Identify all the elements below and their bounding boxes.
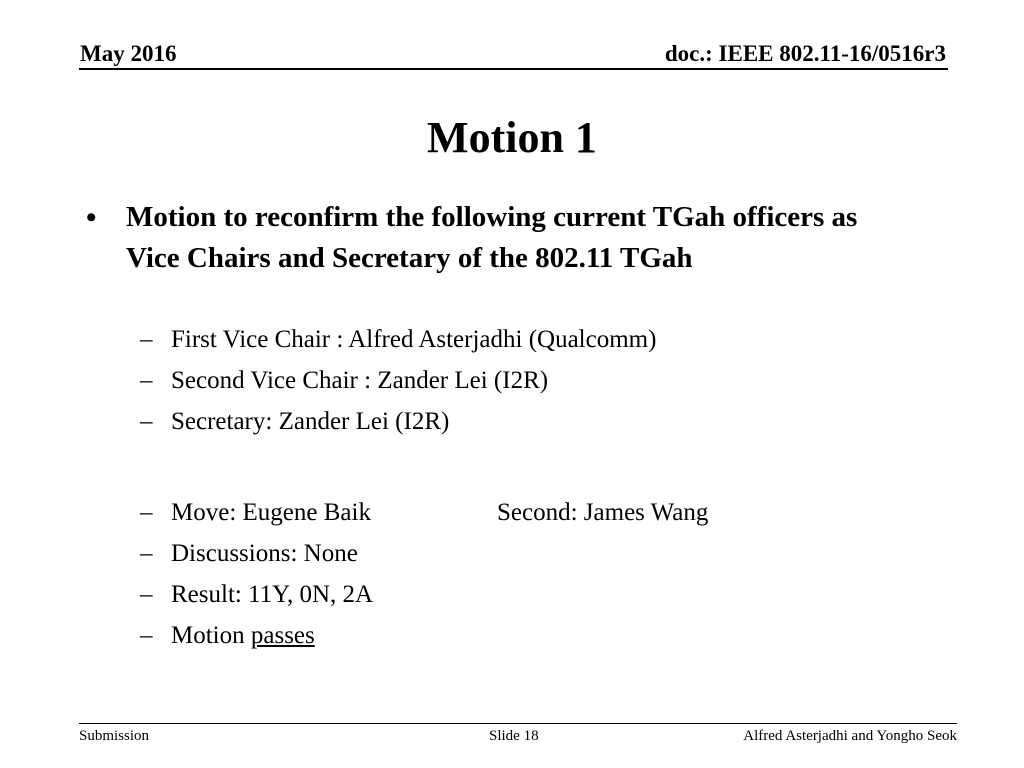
footer-divider xyxy=(79,723,957,724)
motion-seconder: Second: James Wang xyxy=(497,499,709,526)
motion-outcome xyxy=(171,622,315,650)
header-doc-id: doc.: IEEE 802.11-16/0516r3 xyxy=(664,41,946,66)
footer-slide-number: Slide 18 xyxy=(489,728,539,744)
footer-submission: Submission xyxy=(79,728,150,744)
officer-second-vice-chair: Second Vice Chair : Zander Lei (I2R) xyxy=(171,367,549,394)
motion-mover: Move: Eugene Baik xyxy=(171,499,371,526)
motion-discussions: Discussions: None xyxy=(171,540,358,567)
header-date: May 2016 xyxy=(80,41,177,66)
dash-marker: – xyxy=(140,326,153,353)
officer-secretary: Secretary: Zander Lei (I2R) xyxy=(171,408,450,435)
dash-marker: – xyxy=(140,540,153,567)
motion-result: Result: 11Y, 0N, 2A xyxy=(171,581,374,608)
dash-marker: – xyxy=(140,367,153,394)
dash-marker: – xyxy=(140,408,153,435)
header-divider xyxy=(79,68,948,70)
slide-title: Motion 1 xyxy=(427,113,597,162)
officer-first-vice-chair: First Vice Chair : Alfred Asterjadhi (Qualcomm) xyxy=(171,326,657,353)
motion-outcome-word: passes xyxy=(250,622,315,649)
footer-authors: Alfred Asterjadhi and Yongho Seok xyxy=(743,728,957,744)
dash-marker: – xyxy=(140,499,153,526)
dash-marker: – xyxy=(140,622,153,649)
bullet-marker: • xyxy=(86,201,97,234)
motion-outcome-prefix: Motion xyxy=(171,622,251,649)
dash-marker: – xyxy=(140,581,153,608)
motion-statement: Motion to reconfirm the following current TGah officers as Vice Chairs and Secretary of the 802.11 TGah xyxy=(126,201,858,274)
